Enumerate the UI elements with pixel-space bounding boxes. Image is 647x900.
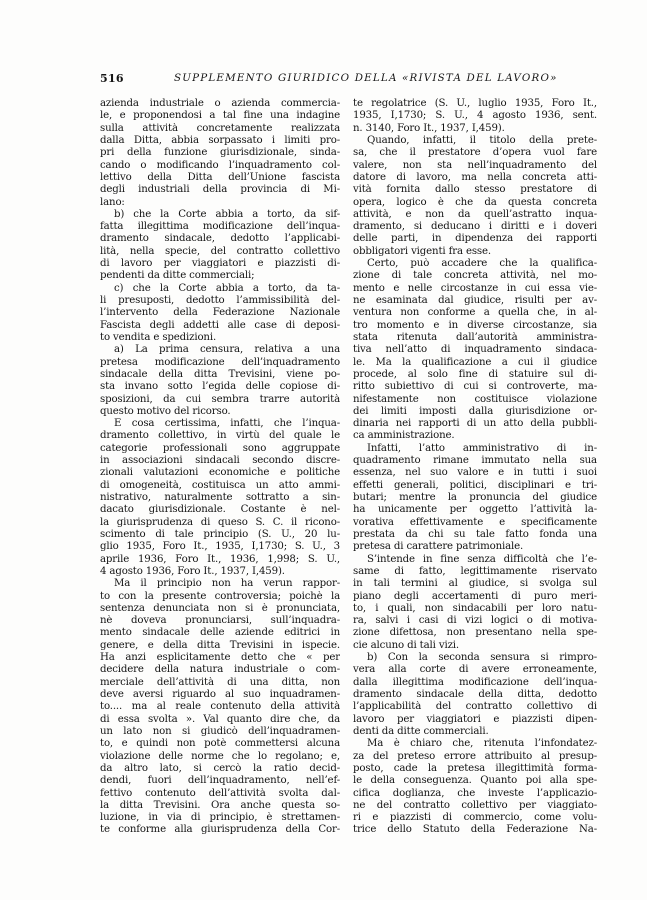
text-line: nistrativo, naturalmente sottratto a sin- [100, 492, 340, 503]
left-text-column [100, 98, 340, 837]
text-line: vità fornita dallo stesso prestatore di [353, 184, 597, 196]
text-line: sposizioni, da cui sembra trarre autorità [100, 393, 340, 405]
text-line: dalla illegittima modificazione dell’inqua- [353, 676, 597, 688]
text-line: le della conseguenza. Quanto poi alla spe- [353, 775, 597, 787]
text-line: to, e quindi non potè commettersi alcuna [100, 738, 340, 750]
text-line: pri della funzione giurisdizionale, sinda- [100, 147, 340, 159]
text-line: tiva nell’atto di inquadramento sindaca- [353, 344, 597, 356]
text-line: zionali valutazioni economiche e politiche [100, 467, 340, 479]
text-line: ne del contratto collettivo per viaggiato- [353, 799, 597, 811]
text-line: le. Ma la qualificazione a cui il giudice [353, 356, 597, 368]
text-line: dramento sindacale della ditta, dedotto [353, 689, 597, 700]
text-line: cando o modificando l’inquadramento col- [100, 159, 340, 171]
text-line: Ma è chiaro che, ritenuta l’infondatez- [367, 738, 597, 750]
text-line: sta invano sotto l’egida delle copiose di- [100, 381, 340, 393]
text-line: vorativa effettivamente e specificamente [353, 516, 597, 528]
text-line: degli industriali della provincia di Mi- [100, 184, 340, 196]
text-line: 1935, I,1730; S. U., 4 agosto 1936, sent. [353, 110, 597, 122]
text-line: a) La prima censura, relativa a una [114, 344, 340, 356]
text-line: essenza, nel suo valore e in tutti i suoi [353, 467, 597, 479]
text-line: sindacale della ditta Trevisini, viene po- [100, 368, 340, 380]
text-line: obbligatori vigenti fra esse. [353, 245, 491, 257]
text-line: da altro lato, si cercò la ratio decid- [100, 762, 340, 774]
text-line: Fascista degli addetti alle case di deposi- [100, 319, 340, 331]
text-line: prestata da chi su tale fatto fonda una [353, 528, 597, 540]
text-line: cifica doglianza, che investe l’applicazio- [353, 787, 597, 799]
text-line: un lato non si giudicò dell’inquadramen- [100, 725, 340, 737]
text-line: to vendita e spedizioni. [100, 331, 217, 343]
text-line: la giurisprudenza di queso S. C. il ricono- [100, 516, 340, 528]
text-line: pendenti da ditte commerciali; [100, 270, 255, 282]
text-line: Infatti, l’atto amministrativo di in- [367, 442, 597, 454]
text-line: in tali termini al giudice, si svolga sul [353, 578, 597, 590]
text-line: fatta illegittima modificazione dell’inqua- [100, 221, 340, 233]
text-line: stata ritenuta dall’autorità amministra- [353, 331, 597, 343]
text-line: S’intende in fine senza difficoltà che l’e- [367, 553, 597, 565]
text-line: azienda industriale o azienda commercia- [100, 98, 340, 109]
text-line: decidere della natura industriale o com- [100, 664, 340, 676]
text-line: dei limiti imposti dalla giurisdizione or- [353, 405, 597, 417]
text-line: dramento, si deducano i diritti e i doveri [353, 221, 597, 233]
text-line: denti da ditte commerciali. [353, 725, 489, 737]
text-line: lavoro per viaggiatori e piazzisti dipen- [353, 713, 597, 725]
text-line: effetti generali, politici, disciplinari e tri- [353, 479, 597, 491]
text-line: in associazioni sindacali secondo discre- [100, 455, 340, 467]
text-line: Certo, può accadere che la qualifica- [367, 258, 597, 270]
text-line: Quando, infatti, il titolo della prete- [367, 134, 597, 146]
text-line: dramento sindacale, dedotto l’applicabi- [100, 233, 340, 245]
text-line: za del preteso errore attribuito al presup- [353, 750, 597, 762]
text-line: categorie professionali sono aggruppate [100, 442, 340, 454]
text-line: ne esaminata dal giudice, risulti per av- [353, 295, 597, 306]
text-line: ritto subiettivo di cui si controverte, ma- [353, 381, 597, 393]
right-text-column [353, 98, 597, 837]
text-line: merciale dell’attività di una ditta, non [100, 676, 340, 688]
text-line: valere, non sta nell’inquadramento del [353, 159, 597, 171]
text-line: zione di tale concreta attività, nel mo- [353, 270, 597, 282]
text-line: delle parti, in dipendenza dei rapporti [353, 233, 597, 245]
text-line: to con la presente controversia; poichè la [100, 590, 340, 602]
text-line: la ditta Trevisini. Ora anche questa so- [100, 799, 340, 811]
text-line: fettivo contenuto dell’attività svolta dal- [100, 787, 340, 799]
text-line: b) Con la seconda sensura si rimpro- [367, 652, 597, 664]
text-line: ca amministrazione. [353, 430, 455, 442]
text-line: dalla Ditta, abbia sorpassato i limiti pro- [100, 134, 340, 146]
text-line: te conforme alla giurisprudenza della Cor- [100, 824, 340, 836]
text-line: cie alcuno di tali vizi. [353, 639, 459, 651]
text-line: ri e piazzisti di commercio, come volu- [353, 812, 597, 824]
text-line: nifestamente non costituisce violazione [353, 393, 597, 405]
text-line: procede, al solo fine di statuire sul di- [353, 368, 597, 380]
text-line: same di fatto, legittimamente riservato [353, 565, 597, 577]
text-line: mento sindacale delle aziende editrici in [100, 627, 340, 639]
text-line: vera alla corte di avere erroneamente, [353, 664, 597, 676]
text-line: c) che la Corte abbia a torto, da ta- [114, 282, 340, 294]
text-line: dacato giurisdizionale. Costante è nel- [100, 504, 340, 516]
text-line: te regolatrice (S. U., luglio 1935, Foro It., [353, 98, 597, 109]
text-line: ra, salvi i casi di vizi logici o di motiva- [353, 615, 597, 627]
text-line: opera, logico è che da questa concreta [353, 196, 597, 208]
text-line: glio 1935, Foro It., 1935, I,1730; S. U., 3 [100, 541, 340, 553]
text-line: di lavoro per viaggiatori e piazzisti di- [100, 258, 340, 270]
text-line: nè doveva pronunciarsi, sull’inquadra- [100, 615, 340, 627]
text-line: lità, nella specie, del contratto collettivo [100, 245, 340, 257]
text-line: zione difettosa, non presentano nella spe- [353, 627, 597, 639]
text-line: attività, e non da quell’astratto inqua- [353, 208, 597, 220]
text-line: sa, che il prestatore d’opera vuol fare [353, 147, 597, 159]
text-line: datore di lavoro, ma nella concreta atti- [353, 171, 597, 183]
text-line: lettivo della Ditta dell’Unione fascista [100, 171, 340, 183]
text-line: deve aversi riguardo al suo inquadramen- [100, 689, 340, 700]
text-line: aprile 1936, Foro It., 1936, 1,998; S. U., [100, 553, 340, 565]
text-line: n. 3140, Foro It., 1937, I,459). [353, 122, 505, 134]
text-line: li presuposti, dedotto l’ammissibilità del- [100, 295, 340, 306]
text-line: to.... ma al reale contenuto della attività [100, 701, 340, 713]
text-line: tro momento e in diverse circostanze, sia [353, 319, 597, 331]
text-line: dramento collettivo, in virtù del quale le [100, 430, 340, 442]
text-line: questo motivo del ricorso. [100, 405, 231, 417]
text-line: quadramento rimane immutato nella sua [353, 455, 597, 467]
text-line: butari; mentre la pronuncia del giudice [353, 492, 597, 503]
text-line: dinaria nei rapporti di un atto della pubbli- [353, 418, 597, 430]
text-line: l’applicabilità del contratto collettivo di [353, 701, 597, 713]
page-number: 516 [100, 72, 124, 85]
text-line: ha unicamente per oggetto l’attività la- [353, 504, 597, 516]
text-line: to, i quali, non sindacabili per loro natu- [353, 602, 597, 614]
text-line: Ha anzi esplicitamente detto che « per [100, 652, 340, 664]
text-line: ventura non conforme a quella che, in al- [353, 307, 597, 319]
text-line: mento e nelle circostanze in cui essa vie- [353, 282, 597, 294]
text-line: pretesa modificazione dell’inquadramento [100, 356, 340, 368]
text-line: 4 agosto 1936, Foro It., 1937, I,459). [100, 565, 285, 577]
text-line: di omogeneità, costituisca un atto ammi- [100, 479, 340, 491]
text-line: l’intervento della Federazione Nazionale [100, 307, 340, 319]
text-line: posto, cade la pretesa illegittimità forma- [353, 762, 597, 774]
text-line: dendi, fuori dell’inquadramento, nell’ef- [100, 775, 340, 787]
text-line: È cosa certissima, infatti, che l’inqua- [114, 418, 340, 430]
running-title: SUPPLEMENTO GIURIDICO DELLA «RIVISTA DEL LAVORO» [174, 72, 558, 84]
text-line: luzione, in via di principio, è strettamen- [100, 812, 340, 824]
text-line: violazione delle norme che lo regolano; e, [100, 750, 340, 762]
text-line: Ma il principio non ha verun rappor- [114, 578, 340, 590]
text-line: lano: [100, 196, 125, 208]
page-header [100, 72, 598, 88]
text-line: sulla attività concretamente realizzata [100, 122, 340, 134]
text-line: b) che la Corte abbia a torto, da sif- [114, 208, 340, 220]
text-line: scimento di tale principio (S. U., 20 lu- [100, 528, 340, 540]
text-line: di essa svolta ». Val quanto dire che, da [100, 713, 340, 725]
text-line: piano degli accertamenti di puro meri- [353, 590, 597, 602]
text-line: genere, e della ditta Trevisini in ispecie. [100, 639, 340, 651]
text-line: trice dello Statuto della Federazione Na- [353, 824, 597, 836]
text-line: le, e proponendosi a tal fine una indagine [100, 110, 340, 122]
text-line: sentenza denunciata non si è pronunciata, [100, 602, 340, 614]
text-line: pretesa di carattere patrimoniale. [353, 541, 524, 553]
